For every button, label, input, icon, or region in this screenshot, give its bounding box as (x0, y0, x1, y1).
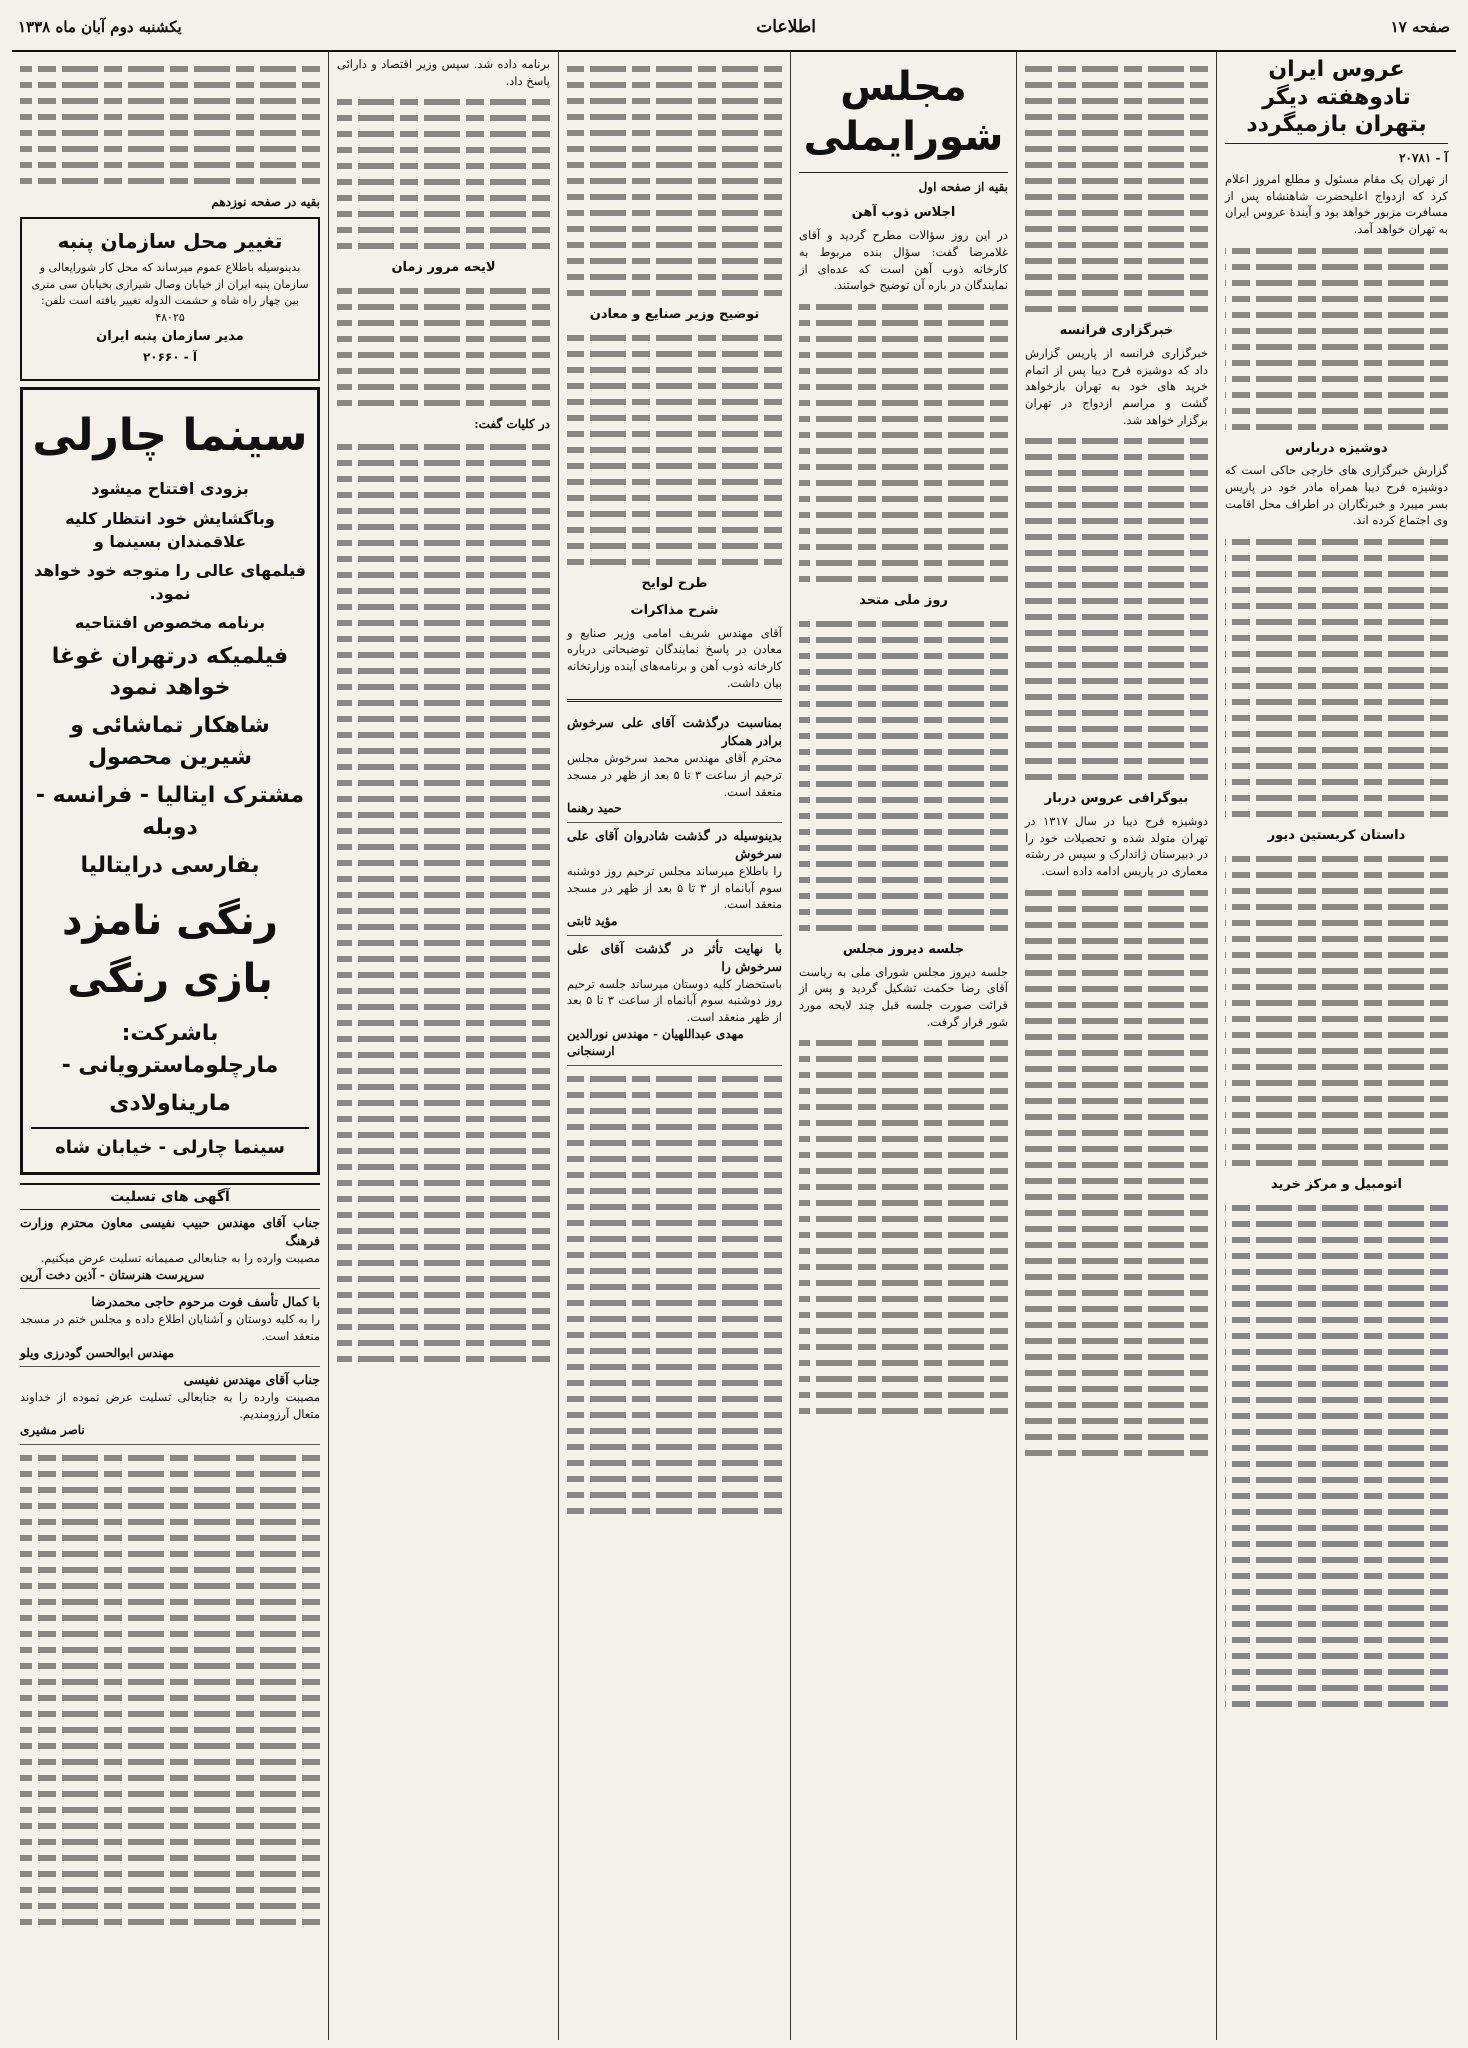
notice-title: تغییر محل سازمان پنبه (57, 229, 283, 254)
condolence-text: مصیبت وارده را به جنابعالی تسلیت عرض نموده از خداوند متعال آرزومندیم. (20, 1390, 320, 1421)
condolence-signature: سرپرست هنرستان - آذین دخت آرین (20, 1267, 205, 1282)
condolence-signature: حمید رهنما (567, 801, 622, 816)
paragraph-biography: دوشیزه فرح دیبا در سال ۱۳۱۷ در تهران متولد شده و تحصیلات خود را در دبیرستان ژاندارک و سپس در رشته معماری در پاریس ادامه داده است. (1021, 814, 1208, 879)
column-ads (12, 52, 328, 2040)
column-majlis-cont (558, 52, 790, 2040)
text-block (567, 66, 782, 296)
condolence-notice (567, 823, 782, 936)
condolence-section-title: آگهی های تسلیت (20, 1183, 320, 1210)
subhead-debate: شرح مذاکرات (630, 602, 719, 618)
condolence-signature: مهندس ابوالحسن گودرزی ویلو (20, 1345, 175, 1360)
ad-line: مشترک ایتالیا - فرانسه - دوبله (35, 783, 305, 840)
subhead-steel: اجلاس ذوب آهن (851, 205, 956, 221)
continued-from: بقیه از صفحه اول (918, 180, 1008, 194)
text-block (337, 99, 550, 249)
condolence-text: را باطلاع میرساند مجلس ترحیم روز دوشنبه سوم آبانماه از ۳ تا ۵ بعد از ظهر در مسجد منعقد است. (567, 864, 782, 912)
condolence-heading: جناب آقای مهندس نفیسی (183, 1372, 320, 1388)
text-block (20, 66, 320, 184)
condolence-notice (20, 1289, 320, 1367)
condolence-notice (567, 710, 782, 823)
page-number: صفحه ۱۷ (1390, 18, 1450, 36)
cinema-address: سینما چارلی - خیابان شاه (31, 1127, 309, 1161)
cast-line: ماریناولادی (109, 1090, 231, 1116)
lead-paragraph: از تهران یک مقام مسئول و مطلع امروز اعلام کرد که ازدواج اعلیحضرت شاهنشاه پس از مسافرت مزبور خواهد بود و آیندهٔ عروس ایران به تهران خواهد آمد. (1221, 171, 1448, 236)
condolence-notice (20, 1210, 320, 1289)
text-block (337, 288, 550, 406)
subhead-paris: دوشیزه دربارس (1285, 440, 1388, 456)
text-block (1225, 248, 1448, 430)
column-majlis (790, 52, 1016, 2040)
text-block (1025, 438, 1208, 780)
ad-line: بزودی افتتاح میشود (91, 479, 249, 499)
ad-line: بفارسی درایتالیا (80, 852, 260, 878)
condolence-heading: با نهایت تأثر در گذشت آقای علی سرخوش را (567, 940, 782, 974)
notice-signature: مدیر سازمان پنبه ایران (96, 329, 244, 345)
text-block (1225, 539, 1448, 817)
subhead-shopping: اتومبیل و مرکز خرید (1270, 1176, 1403, 1192)
issue-date: یکشنبه دوم آبان ماه ۱۳۳۸ (18, 18, 182, 36)
cinema-name: سینما چارلی (32, 409, 308, 461)
text-block (1025, 66, 1208, 312)
film-title: رنگی نامزد بازی رنگی (62, 897, 278, 1002)
condolence-signature: مهدی عبداللهیان - مهندس نورالدین ارسنجانی (567, 1026, 744, 1059)
cinema-charlie-ad (20, 387, 320, 1175)
text-block (799, 304, 1008, 582)
subhead-dior: داستان کریستین دیور (1267, 828, 1406, 844)
condolence-signature: مؤید ثابتی (567, 914, 618, 929)
condolence-text: باستحضار کلیه دوستان میرساند جلسه ترحیم روز دوشنبه سوم آبانماه از ساعت ۳ تا ۵ بعد از ظهر منعقد است. (567, 976, 783, 1025)
condolence-text: محترم آقای مهندس محمد سرخوش مجلس ترحیم از ساعت ۳ تا ۵ بعد از ظهر در مسجد منعقد است. (567, 751, 782, 799)
cotton-org-notice (20, 217, 320, 380)
subhead-french-agency: خبرگزاری فرانسه (1059, 323, 1174, 338)
paragraph-steel: در این روز سؤالات مطرح گردید و آقای غلامرضا گفت: سؤال بنده مربوط به کارخانه ذوب آهن است که عده‌ای از نمایندگان در باره آن توضیح خواستند. (795, 228, 1008, 293)
ad-line: وباگشایش خود انتظار کلیه علاقمندان بسینما و (65, 508, 275, 551)
paragraph-petition: برنامه داده شد. سپس وزیر اقتصاد و دارائی پاسخ داد. (333, 57, 550, 88)
subhead-limitation: لایحه مرور زمان (391, 260, 496, 276)
subhead-minister: توضیح وزیر صنایع و معادن (589, 307, 760, 322)
text-block (567, 1076, 782, 1514)
ad-line: شاهکار تماشائی و شیرین محصول (70, 713, 270, 771)
text-block (1025, 890, 1208, 1456)
paragraph-paris: گزارش خبرگزاری های خارجی حاکی است که دوشیزه فرح دیبا همراه مادر خود در پاریس بسر میبرد و خبرنگاران در اطراف محل اقامت وی اجتماع کرده اند. (1221, 463, 1448, 528)
subhead-united-day: روز ملی متحد (859, 592, 948, 608)
general-remark: در کلیات گفت: (474, 417, 550, 432)
column-petition (328, 52, 558, 2040)
continued-note: بقیه در صفحه نوزدهم (211, 195, 320, 209)
condolence-text: را به کلیه دوستان و آشنایان اطلاع داده و مجلس ختم در مسجد منعقد است. (20, 1312, 320, 1343)
article-ref: آ - ۲۰۷۸۱ (1399, 150, 1448, 165)
columns (12, 52, 1456, 2040)
text-block (799, 621, 1008, 931)
notice-text: بدینوسیله باطلاع عموم میرساند که محل کار شورایعالی و سازمان پنبه ایران از خیابان وصال شیرازی بخیابان سی متری بین چهار راه شاه و حشمت الدوله تغییر یافته است تلفن: ۴۸۰۲۵ (31, 261, 309, 324)
headline-majlis: مجلس شورایملی (799, 56, 1008, 173)
condolence-text: مصیبت وارده را به جنابعالی صمیمانه تسلیت عرض میکنیم. (40, 1251, 320, 1266)
notice-ref: آ - ۲۰۶۶۰ (142, 350, 198, 365)
subhead-biography: بیوگرافی عروس دربار (1044, 791, 1189, 807)
paragraph-debate: آقای مهندس شریف امامی وزیر صنایع و معادن در پاسخ نمایندگان توضیحاتی درباره کارخانه ذوب آهن و برنامه‌های آینده وزارتخانه بیان داشت. (563, 625, 782, 690)
headline-wedding: عروس ایران تادوهفته دیگر بتهران بازمیگردد (1225, 56, 1448, 144)
column-wedding-cont (1016, 52, 1216, 2040)
column-wedding-article (1216, 52, 1456, 2040)
text-block (799, 1040, 1008, 1414)
cast-line: باشرکت: مارچلوماسترویانی - (61, 1020, 279, 1078)
subhead-bills: طرح لوایح (641, 575, 708, 591)
paragraph-session: جلسه دیروز مجلس شورای ملی به ریاست آقای رضا حکمت تشکیل گردید و پس از قرائت صورت جلسه قبل چند لایحه مورد شور قرار گرفت. (795, 964, 1008, 1029)
paper-name: اطلاعات (756, 17, 816, 37)
condolence-signature: ناصر مشیری (20, 1423, 85, 1438)
condolence-notice (20, 1367, 320, 1445)
text-block (1225, 856, 1448, 1166)
condolence-notice (567, 936, 782, 1066)
condolence-heading: جناب آقای مهندس حبیب نفیسی معاون محترم وزارت فرهنگ (20, 1214, 320, 1248)
ad-line: فیلمهای عالی را متوجه خود خواهد نمود. (33, 560, 307, 604)
ad-line: برنامه مخصوص افتتاحیه (74, 613, 266, 633)
section-divider (567, 699, 782, 702)
subhead-session: جلسه دیروز مجلس (842, 941, 965, 957)
condolence-heading: با کمال تأسف فوت مرحوم حاجی محمدرضا (91, 1294, 320, 1310)
text-block (1225, 1205, 1448, 1707)
ad-line: فیلمیکه درتهران غوغا خواهد نمود (51, 643, 289, 701)
text-block (567, 335, 782, 565)
masthead (12, 6, 1456, 52)
condolence-heading: بدینوسیله در گذشت شادروان آقای علی سرخوش (567, 827, 782, 861)
condolence-heading: بمناسبت درگذشت آقای علی سرخوش برادر همکار (567, 715, 782, 749)
text-block (20, 1455, 320, 1925)
paragraph-french-agency: خبرگزاری فرانسه از پاریس گزارش داد که دوشیزه فرح دیبا پس از اتمام خرید های خود به تهران بازخواهد گشت و مراسم ازدواج در تهران برگزار خواهد شد. (1021, 345, 1208, 427)
text-block (337, 444, 550, 1362)
